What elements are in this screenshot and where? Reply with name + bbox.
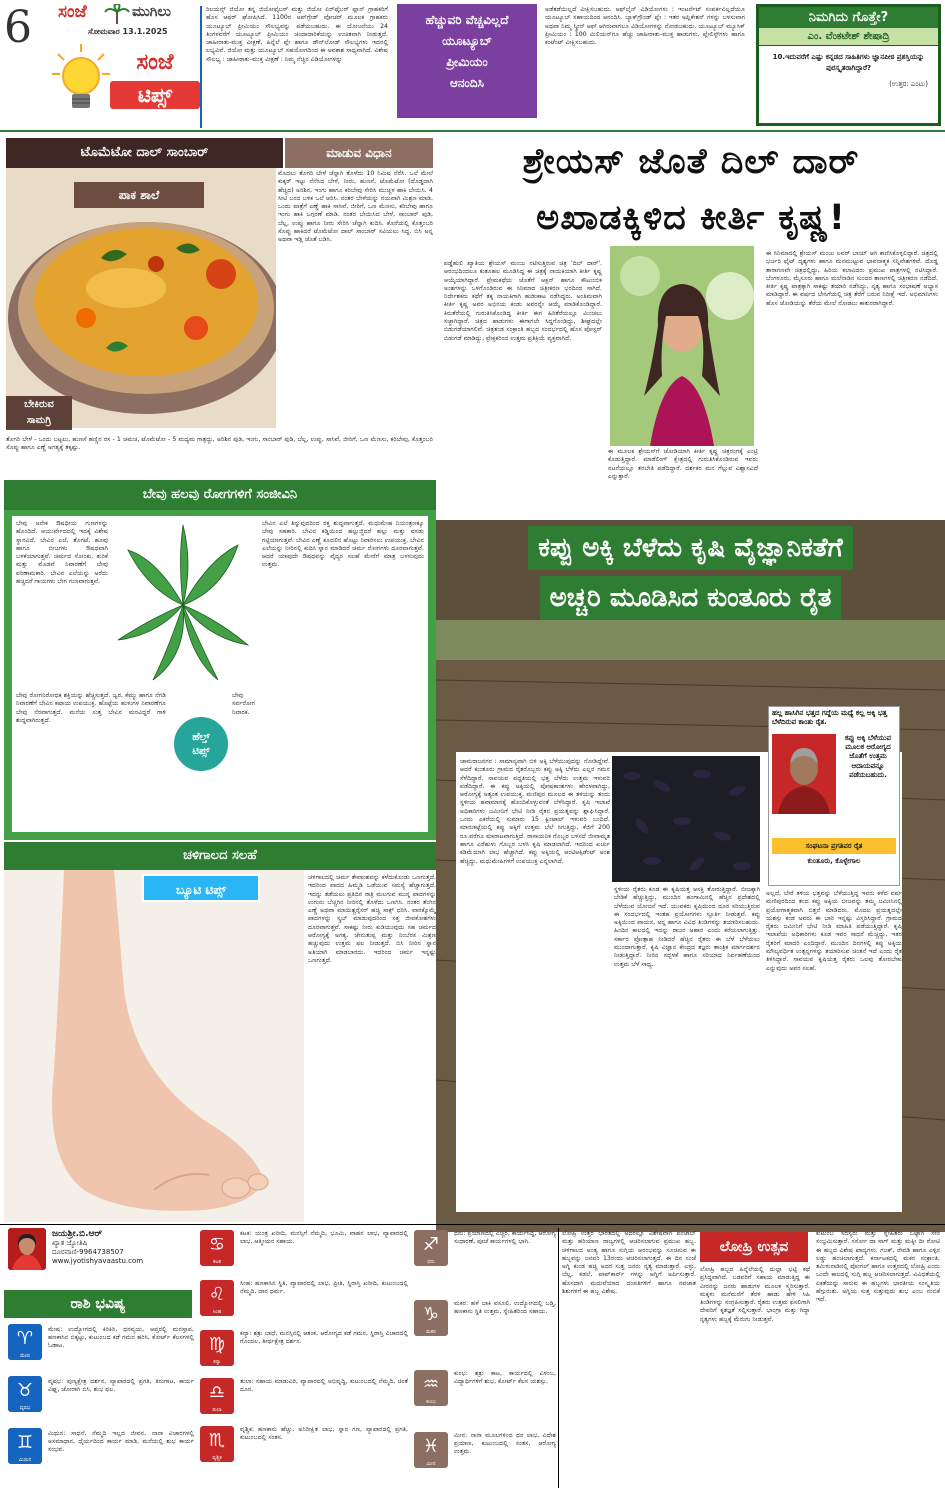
gemini-sign-icon: ♊ ಮಿಥುನ: [8, 1428, 42, 1464]
quiz-box: [756, 4, 941, 126]
promo-line: ಯೂಟ್ಯೂಬ್: [442, 34, 492, 48]
taurus-sign-icon: ♉ ವೃಷಭ: [8, 1376, 42, 1412]
health-badge-line1: ಹೆಲ್ತ್: [192, 732, 210, 743]
quiz-hint: (ಉತ್ತರ: ಎಂಟು): [889, 80, 928, 88]
health-badge-line2: ಟಿಪ್ಸ್: [192, 746, 210, 757]
rice-story-col1: ಚಾಮರಾಜನಗರ : ಸಾಮಾನ್ಯವಾಗಿ ಬಿಳಿ ಅಕ್ಕಿ ಬೆಳೆಯುವುದನ್ನು ನೋಡಿದ್ದೇವೆ. ಆದರೆ ಕುಂತೂರು ಗ್ರಾಮದ ರೈತರೊಬ್ಬರು ಕಪ್ಪು ಅಕ್ಕಿ ಬೆಳೆದು ಎಲ್ಲರ ಗಮನ ಸೆಳೆದಿದ್ದಾರೆ. ಸಾವಯವ ಪದ್ಧತಿಯಲ್ಲಿ ಭತ್ತ ಬೆಳೆದು ಉತ್ತಮ ಇಳುವರಿ ಪಡೆದಿದ್ದಾರೆ. ಈ ಕಪ್ಪು ಅಕ್ಕಿಯಲ್ಲಿ ಪೋಷಕಾಂಶಗಳು ಹೇರಳವಾಗಿದ್ದು, ಆರೋಗ್ಯಕ್ಕೆ ಅತ್ಯಂತ ಉಪಯುಕ್ತ. ಮಣಿಪುರ ಮೂಲದ ಈ ತಳಿಯನ್ನು ತಂದು ಸ್ಥಳೀಯ ಹವಾಮಾನಕ್ಕೆ ಹೊಂದಿಕೊಳ್ಳುವಂತೆ ಬೆಳೆಸಿದ್ದಾರೆ. ಕೃಷಿ ಇಲಾಖೆ ಅಧಿಕಾರಿಗಳು ಜಮೀನಿಗೆ ಭೇಟಿ ನೀಡಿ ರೈತನ ಪ್ರಯತ್ನವನ್ನು ಶ್ಲಾಘಿಸಿದ್ದಾರೆ. ಒಂದು ಎಕರೆಯಲ್ಲಿ ಸುಮಾರು 15 ಕ್ವಿಂಟಾಲ್ ಇಳುವರಿ ಬಂದಿದೆ. ಮಾರುಕಟ್ಟೆಯಲ್ಲಿ ಕಪ್ಪು ಅಕ್ಕಿಗೆ ಉತ್ತಮ ಬೆಲೆ ಸಿಗುತ್ತಿದ್ದು, ಕೆಜಿಗೆ 200 ರೂ.ವರೆಗೂ ಮಾರಾಟವಾಗುತ್ತಿದೆ. ರಾಸಾಯನಿಕ ಗೊಬ್ಬರ ಬಳಸದೆ ಜೀವಾಮೃತ ಹಾಗೂ ಎರೆಹುಳು ಗೊಬ್ಬರ ಬಳಸಿ ಕೃಷಿ ಮಾಡಲಾಗಿದೆ. ಇದರಿಂದ ಖರ್ಚು ಕಡಿಮೆಯಾಗಿ ಲಾಭ ಹೆಚ್ಚಾಗಿದೆ. ಕಪ್ಪು ಅಕ್ಕಿಯಲ್ಲಿ ಆಂಟಿಆಕ್ಸಿಡೆಂಟ್ ಅಂಶ ಹೆಚ್ಚಿದ್ದು, ಮಧುಮೇಹಿಗಳಿಗೆ ಉಪಯುಕ್ತ ಎನ್ನಲಾಗಿದೆ.: [460, 758, 610, 865]
farmer-quote: ಹಲ್ಲ ಹಾಸಿಗಿನ ಭತ್ತದ ಗದ್ದೆಯ ಮಧ್ಯೆ ಕಲ್ಲ ಅಕ್ಕಿ ಭತ್ತ ಬೆಳೆದಿರುವ ಕಾಂತು ರೈತ.: [772, 709, 887, 726]
rice-story-col2: ಸ್ಥಳೀಯ ರೈತರು ಕೂಡ ಈ ಕೃಷಿಯತ್ತ ಆಸಕ್ತಿ ತೋರುತ್ತಿದ್ದಾರೆ. ಬೀಜಕ್ಕಾಗಿ ಬೇಡಿಕೆ ಹೆಚ್ಚುತ್ತಿದ್ದು, ಮುಂದಿನ ಹಂಗಾಮಿನಲ್ಲಿ ಹೆಚ್ಚಿನ ಪ್ರದೇಶದಲ್ಲಿ ಬೆಳೆಯುವ ಯೋಜನೆ ಇದೆ. ಯುವಕರು ಕೃಷಿಯಿಂದ ದೂರ ಸರಿಯುತ್ತಿರುವ ಈ ಸಂದರ್ಭದಲ್ಲಿ ಇಂತಹ ಪ್ರಯೋಗಗಳು ಸ್ಫೂರ್ತಿ ನೀಡುತ್ತವೆ. ಕಪ್ಪು ಅಕ್ಕಿಯಿಂದ ಪಾಯಸ, ಅನ್ನ ಹಾಗೂ ವಿವಿಧ ತಿಂಡಿಗಳನ್ನು ತಯಾರಿಸಬಹುದು. ಹಿಂದಿನ ಕಾಲದಲ್ಲಿ ಇದನ್ನು ರಾಜರ ಆಹಾರ ಎಂದು ಕರೆಯಲಾಗುತ್ತಿತ್ತು. ಸರ್ಕಾರ ಪ್ರೋತ್ಸಾಹ ನೀಡಿದರೆ ಹೆಚ್ಚಿನ ರೈತರು ಈ ಬೆಳೆ ಬೆಳೆಯಲು ಮುಂದಾಗುತ್ತಾರೆ. ಕೃಷಿ ವಿಜ್ಞಾನ ಕೇಂದ್ರದ ತಜ್ಞರು ತಾಂತ್ರಿಕ ಮಾರ್ಗದರ್ಶನ ನೀಡುತ್ತಿದ್ದಾರೆ. ನೀರಿನ ಸದ್ಬಳಕೆ ಹಾಗೂ ಸರಿಯಾದ ನಿರ್ವಹಣೆಯಿಂದ ಉತ್ತಮ ಬೆಳೆ ಸಾಧ್ಯ.: [614, 886, 760, 968]
rice-headline-line1: ಕಪ್ಪು ಅಕ್ಕಿ ಬೆಳೆದು ಕೃಷಿ ವೈಜ್ಞಾನಿಕತೆಗೆ: [528, 526, 852, 570]
actress-photo: [610, 246, 754, 446]
palm-tree-icon: [104, 4, 130, 24]
recipe-title: ಟೊಮೆಟೋ ದಾಲ್ ಸಾಂಬಾರ್: [80, 145, 209, 160]
sagittarius-sign-icon: ♐ ಧನು: [414, 1230, 448, 1266]
neem-title: ಬೇವು ಹಲವು ರೋಗಗಳಿಗೆ ಸಂಜೀವಿನಿ: [142, 487, 298, 502]
winter-title-bar: [4, 842, 436, 870]
promo-line: ಹೆಚ್ಚುವರಿ ವೆಚ್ಚವಿಲ್ಲದೆ: [425, 13, 509, 27]
promo-line: ಆನಂದಿಸಿ: [449, 76, 485, 90]
lohri-text-col2: ಲೋಹ್ರಿ ಹಬ್ಬದ ಹಿನ್ನೆಲೆಯಲ್ಲಿ ದುಲ್ಲಾ ಭಟ್ಟಿ ಕಥೆ ಪ್ರಸಿದ್ಧವಾಗಿದೆ. ಬಡವರಿಗೆ ಸಹಾಯ ಮಾಡುತ್ತಿದ್ದ ಈ ವೀರನನ್ನು ಜನರು ಹಾಡುಗಳ ಮೂಲಕ ಸ್ಮರಿಸುತ್ತಾರೆ. ಮಕ್ಕಳು ಮನೆಮನೆಗೆ ತೆರಳಿ ಹಾಡು ಹೇಳಿ ಸಿಹಿ ತಿಂಡಿಗಳನ್ನು ಸಂಗ್ರಹಿಸುತ್ತಾರೆ. ರೈತರು ಉತ್ತಮ ಫಸಲಿಗಾಗಿ ದೇವರಿಗೆ ಕೃತಜ್ಞತೆ ಸಲ್ಲಿಸುತ್ತಾರೆ. ಭಾಂಗ್ರಾ ಮತ್ತು ಗಿದ್ದಾ ನೃತ್ಯಗಳು ಹಬ್ಬಕ್ಕೆ ಮೆರುಗು ನೀಡುತ್ತವೆ.: [700, 1266, 810, 1323]
astrologer-title: ಖ್ಯಾತ ಜ್ಯೋತಿಷಿ: [52, 1239, 88, 1247]
farmer-quote-side: ಕಪ್ಪು ಅಕ್ಕಿ ಬೆಳೆಯುವ ಮೂಲಕ ಆರೋಗ್ಯದ ಜೊತೆಗೆ ಉತ್ತಮ ಆದಾಯವನ್ನೂ ಪಡೆಯಬಹುದು.: [845, 734, 891, 779]
cancer-text: ಕಟಕ: ಯಂತ್ರ ಖರೀದಿ, ಮನಸ್ಸಿಗೆ ನೆಮ್ಮದಿ, ಭೂಮಿ, ವಾಹನ ಲಾಭ, ವ್ಯಾಪಾರದಲ್ಲಿ ಲಾಭ, ಆತ್ಮೀಯರ ಸಹಾಯ.: [240, 1230, 408, 1245]
pisces-text: ಮೀನ: ನಾನಾ ಮೂಲಗಳಿಂದ ಧನ ಲಾಭ, ವಿದೇಶ ಪ್ರಯಾಣ, ಕುಟುಂಬದಲ್ಲಿ ಸಂತಸ, ಆರೋಗ್ಯ ಉತ್ತಮ.: [454, 1432, 556, 1455]
scorpio-text: ವೃಶ್ಚಿಕ: ಹಣಕಾಸು ಹೆಚ್ಚು, ಅನಿರೀಕ್ಷಿತ ಲಾಭ, ಸ್ನಾನ ಗಣ, ವ್ಯಾಪಾರದಲ್ಲಿ ಪ್ರಗತಿ, ಕುಟುಂಬದಲ್ಲಿ ಸಂತಸ.: [240, 1426, 408, 1441]
virgo-sign-icon: ♍ ಕನ್ಯಾ: [200, 1330, 234, 1366]
youtube-promo-box: [397, 4, 537, 118]
aquarius-sign-icon: ♒ ಕುಂಭ: [414, 1370, 448, 1406]
lohri-text-col3: ಕುಟುಂಬ ಸದಸ್ಯರು ಮತ್ತು ಸ್ನೇಹಿತರು ಒಟ್ಟಾಗಿ ಸೇರಿ ಸಂಭ್ರಮಿಸುತ್ತಾರೆ. ಸರ್ಸೋ ದಾ ಸಾಗ್ ಮತ್ತು ಮಕ್ಕೀ ದೀ ರೋಟಿ ಈ ಹಬ್ಬದ ವಿಶೇಷ ಖಾದ್ಯಗಳು. ಗಜಕ್, ರೇವಡಿ ಹಾಗೂ ಎಳ್ಳಿನ ಲಡ್ಡು ಹಂಚಲಾಗುತ್ತದೆ. ಕರ್ನಾಟಕದಲ್ಲಿ ಮಕರ ಸಂಕ್ರಾಂತಿ, ತಮಿಳುನಾಡಿನಲ್ಲಿ ಪೊಂಗಲ್ ಹಾಗೂ ಉತ್ತರದಲ್ಲಿ ಲೋಹ್ರಿ ಎಂದು ಒಂದೇ ಕಾಲದಲ್ಲಿ ಸುಗ್ಗಿ ಹಬ್ಬ ಆಚರಿಸಲಾಗುತ್ತದೆ. ವಿವಿಧತೆಯಲ್ಲಿ ಏಕತೆಯನ್ನು ಸಾರುವ ಈ ಹಬ್ಬಗಳು ಭಾರತೀಯ ಸಂಸ್ಕೃತಿಯ ಹೆಗ್ಗುರುತು. ಅಗ್ನಿಯ ಸುತ್ತ ಸುತ್ತುವುದು ಶುಭ ಎಂಬ ನಂಬಿಕೆ ಇದೆ.: [816, 1230, 940, 1304]
section-divider: [0, 1224, 945, 1225]
page-number: 6: [4, 2, 32, 53]
column-divider: [558, 1228, 559, 1488]
libra-text: ತುಲಾ: ಸಹಾಯ ಮಾಡುವಿರಿ, ವ್ಯಾಪಾರದಲ್ಲಿ ಅಭಿವೃದ್ಧಿ, ಕುಟುಂಬದಲ್ಲಿ ನೆಮ್ಮದಿ, ಚಿಂತೆ ದೂರ.: [240, 1378, 408, 1393]
edition-date: ಸೋಮವಾರ 13.1.2025: [88, 27, 168, 36]
quiz-heading: ನಿಮಗಿದು ಗೊತ್ತೇ?: [759, 7, 938, 28]
astrologer-info: [52, 1230, 192, 1274]
ingredients-label-line1: ಬೇಕಿರುವ: [24, 399, 54, 410]
actress-headline-line1: ಶ್ರೇಯಸ್ ಜೊತೆ ದಿಲ್ ದಾರ್: [522, 142, 860, 182]
rice-story-col3: ಅಲ್ಲದೆ, ಬೇರೆ ತಳಿಯ ಭತ್ತವನ್ನು ಬೆಳೆಯುತ್ತಿದ್ದ ಇವರು ಕಳೆದ ವರ್ಷ ಮಣಿಪುರದಿಂದ ತಂದ ಕಪ್ಪು ಅಕ್ಕಿಯ ಬೀಜವನ್ನು ತಮ್ಮ ಜಮೀನಿನಲ್ಲಿ ಪ್ರಯೋಗಾತ್ಮಕವಾಗಿ ಬಿತ್ತನೆ ಮಾಡಿದರು. ಮೊದಲ ಪ್ರಯತ್ನದಲ್ಲೇ ಯಶಸ್ಸು ಕಂಡ ಅವರು ಈ ಬಾರಿ ಇನ್ನಷ್ಟು ವಿಸ್ತರಿಸಿದ್ದಾರೆ. ಗ್ರಾಮದ ರೈತರು ಜಮೀನಿಗೆ ಭೇಟಿ ನೀಡಿ ಮಾಹಿತಿ ಪಡೆಯುತ್ತಿದ್ದಾರೆ. ಕೃಷಿ ಇಲಾಖೆಯ ಅಧಿಕಾರಿಗಳು ಕೂಡ ಇವರ ಸಾಧನೆ ಮೆಚ್ಚಿದ್ದು, ಇತರ ರೈತರಿಗೆ ಮಾದರಿ ಎಂದಿದ್ದಾರೆ. ಮುಂದಿನ ದಿನಗಳಲ್ಲಿ ಕಪ್ಪು ಅಕ್ಕಿಯ ಮೌಲ್ಯವರ್ಧಿತ ಉತ್ಪನ್ನಗಳನ್ನು ತಯಾರಿಸುವ ಚಿಂತನೆ ಇದೆ ಎಂದು ರೈತ ತಿಳಿಸಿದ್ದಾರೆ. ಸಾವಯವ ಕೃಷಿಯತ್ತ ರೈತರು ಒಲವು ತೋರಬೇಕು ಎನ್ನುವುದು ಅವರ ಸಲಹೆ.: [766, 890, 902, 972]
youtube-offer-text: ರಿಲಯನ್ಸ್ ಜಿಯೋ ತನ್ನ ಜಿಯೋಫೈಬರ್ ಮತ್ತು ಜಿಯೋ ಏರ್‌ಫೈಬರ್ ಪ್ಲಾನ್ ಗ್ರಾಹಕರಿಗೆ ಹೊಸ ಆಫರ್ ಘೋಷಿಸಿದೆ. 1100ರ ಅಪ್‌ಗ್ರೇಡ್ ವೋಚರ್ ಮೂಲಕ ಗ್ರಾಹಕರು ಯೂಟ್ಯೂಬ್ ಪ್ರೀಮಿಯಂ ಸೌಲಭ್ಯವನ್ನು ಪಡೆಯಬಹುದು. ಈ ಯೋಜನೆಯು 24 ತಿಂಗಳವರೆಗೆ ಯೂಟ್ಯೂಬ್ ಪ್ರೀಮಿಯಂ ಚಂದಾದಾರಿಕೆಯನ್ನು ಉಚಿತವಾಗಿ ನೀಡುತ್ತದೆ. ಜಾಹೀರಾತು-ಮುಕ್ತ ವೀಕ್ಷಣೆ, ಹಿನ್ನೆಲೆ ಪ್ಲೇ ಹಾಗೂ ಡೌನ್‌ಲೋಡ್ ಸೌಲಭ್ಯಗಳು ಇದರಲ್ಲಿ ಲಭ್ಯವಿವೆ. ಜಿಯೋ ಮತ್ತು ಯೂಟ್ಯೂಬ್ ಸಹಯೋಗದಿಂದ ಈ ಅವಕಾಶ ಸಾಧ್ಯವಾಗಿದೆ. ವಿಶೇಷ ಸೌಲಭ್ಯ : ಜಾಹೀರಾತು-ಮುಕ್ತ ವೀಕ್ಷಣೆ : ನಿಮ್ಮ ನೆಚ್ಚಿನ ವಿಡಿಯೋಗಳನ್ನು: [200, 6, 388, 128]
actress-headline-line2: ಅಖಾಡಕ್ಕಿಳಿದ ಕೀರ್ತಿ ಕೃಷ್ಣ!: [536, 198, 846, 238]
actress-photo-caption: ಈ ಮೂಲಕ ಶ್ರೇಯಸ್‌ಗೆ ಜೋಡಿಯಾಗಿ ಕೀರ್ತಿ ಕೃಷ್ಣ ಚಿತ್ರರಂಗಕ್ಕೆ ಎಂಟ್ರಿ ಕೊಡುತ್ತಿದ್ದಾರೆ. ಮಾಡೆಲಿಂಗ್ ಕ್ಷೇತ್ರದಲ್ಲಿ ಗುರುತಿಸಿಕೊಂಡಿರುವ ಇವರು ನಟನೆಯಲ್ಲೂ ತರಬೇತಿ ಪಡೆದಿದ್ದಾರೆ. ದರ್ಶಕರ ಮನ ಗೆಲ್ಲುವ ವಿಶ್ವಾಸವಿದೆ ಎನ್ನುತ್ತಾರೆ.: [608, 448, 758, 480]
scorpio-sign-icon: ♏ ವೃಶ್ಚಿಕ: [200, 1426, 234, 1462]
aquarius-text: ಕುಂಭ: ಶತ್ರು ಕಾಟ, ಕಾರ್ಯದಲ್ಲಿ ವಿಳಂಬ, ವಿದ್ಯಾರ್ಥಿಗಳಿಗೆ ಶುಭ, ಕೋರ್ಟ್ ಕೆಲಸ ಯಶಸ್ಸು.: [454, 1370, 556, 1385]
horoscope-title-bar: [4, 1290, 192, 1318]
virgo-text: ಕನ್ಯಾ: ಶತ್ರು ಬಾಧೆ, ಮನಸ್ಸಿನಲ್ಲಿ ಆತಂಕ, ಆರೋಗ್ಯದ ಕಡೆ ಗಮನ, ಸ್ಥಿರಾಸ್ತಿ ವಿಚಾರದಲ್ಲಿ ಗೊಂದಲ, ತೀರ್ಥಕ್ಷೇತ್ರ ದರ್ಶನ.: [240, 1330, 408, 1345]
rice-story-headline: [436, 520, 945, 620]
pisces-sign-icon: ♓ ಮೀನ: [414, 1432, 448, 1468]
astrologer-photo: [8, 1228, 46, 1270]
method-title: ಮಾಡುವ ವಿಧಾನ: [326, 146, 392, 160]
neem-text-mid: ಬೇವು ಸರ್ವರೋಗ ನಿವಾರಕ.: [232, 692, 256, 716]
astrologer-phone: ದೂರವಾಣಿ-9964738507: [52, 1248, 124, 1256]
leo-sign-icon: ♌ ಸಿಂಹ: [200, 1280, 234, 1316]
lohri-title-bar: [700, 1232, 808, 1262]
section-title-line2: ಟಿಪ್ಸ್: [110, 81, 200, 109]
recipe-method-text: ಮೊದಲು ತೊಗರಿ ಬೇಳೆ ಚೆನ್ನಾಗಿ ತೊಳೆದು 10 ನಿಮಿಷ ನೆನೆಸಿ. ಒಲೆ ಮೇಲೆ ಕುಕ್ಕರ್ ಇಟ್ಟು ನೆನೆಸಿದ ಬೇಳೆ, ನೀರು, ಹುಣಸೆ, ಟೊಮೆಟೋ (ದೊಡ್ಡದಾಗಿ ಹೆಚ್ಚಿದ) ಅರಿಶಿನ, ಇಂಗು ಹಾಗೂ ಕರಿಬೇವು ಸೇರಿಸಿ ಮುಚ್ಚಳ ಹಾಕಿ ಬೇಯಿಸಿ. 4 ಸೀಟಿ ಬಂದ ಬಳಿಕ ಒಲೆ ಆರಿಸಿ. ನಂತರ ಬೇಳೆಯನ್ನು ನಯವಾಗಿ ಮಿಶ್ರಣ ಮಾಡಿ. ಒಂದು ಪಾತ್ರೆಗೆ ಎಣ್ಣೆ ಹಾಕಿ ಸಾಸಿವೆ, ಜೀರಿಗೆ, ಒಣ ಮೆಣಸು, ಕರಿಬೇವು ಹಾಗೂ ಇಂಗು ಹಾಕಿ ಒಗ್ಗರಣೆ ಮಾಡಿ. ನಂತರ ಬೇಯಿಸಿದ ಬೇಳೆ, ಸಾಂಬಾರ್ ಪುಡಿ, ಬೆಲ್ಲ, ಉಪ್ಪು ಹಾಗೂ ನೀರು ಸೇರಿಸಿ ಚೆನ್ನಾಗಿ ಕುದಿಸಿ. ಕೊನೆಯಲ್ಲಿ ಕೊತ್ತಂಬರಿ ಸೊಪ್ಪು ಹಾಕಿದರೆ ಟೊಮೆಟೋ ದಾಲ್ ಸಾಂಬಾರ್ ಸವಿಯಲು ಸಿದ್ಧ. ಬಿಸಿ ಅನ್ನ ಅಥವಾ ಇಡ್ಲಿ ಜೊತೆ ಬಡಿಸಿ.: [278, 170, 433, 244]
sagittarius-text: ಧನು: ಪ್ರಯಾಣದಲ್ಲಿ ಎಚ್ಚರ, ಕಾರ್ಯಸಿದ್ಧಿ, ಆರೋಗ್ಯ ಸುಧಾರಣೆ, ಪೂಜೆ ಕಾರ್ಯಗಳಲ್ಲಿ ಭಾಗಿ.: [454, 1230, 556, 1245]
actress-story-headline: [442, 134, 940, 260]
section-title-line1: ಸಂಜೆ: [136, 50, 174, 75]
actress-story-col1: ಪಡ್ಡೆಹುಲಿ ಖ್ಯಾತಿಯ ಶ್ರೇಯಸ್ ಮಂಜು ನಟಿಸುತ್ತಿರುವ ಚಿತ್ರ 'ದಿಲ್ ದಾರ್'. ಆರಂಭದಿಂದಲೂ ಕುತೂಹಲ ಮೂಡಿಸಿದ್ದ ಈ ಚಿತ್ರಕ್ಕೆ ನಾಯಕಿಯಾಗಿ ಕೀರ್ತಿ ಕೃಷ್ಣ ಆಯ್ಕೆಯಾಗಿದ್ದಾರೆ. ಪ್ರೇಮಕಥೆಯ ಜೊತೆಗೆ ಆಕ್ಷನ್ ಹಾಗೂ ಕೌಟುಂಬಿಕ ಅಂಶಗಳನ್ನು ಒಳಗೊಂಡಿರುವ ಈ ಸಿನಿಮಾದ ಚಿತ್ರೀಕರಣ ಭರದಿಂದ ಸಾಗಿದೆ. ನಿರ್ದೇಶಕರು ಕಥೆಗೆ ತಕ್ಕ ನಾಯಕಿಗಾಗಿ ಹುಡುಕಾಟ ನಡೆಸಿದ್ದರು. ಅಂತಿಮವಾಗಿ ಕೀರ್ತಿ ಕೃಷ್ಣ ಅವರ ಅಭಿನಯ ಕಂಡು ಅವರನ್ನೇ ಆಯ್ಕೆ ಮಾಡಿಕೊಂಡಿದ್ದಾರೆ. ಕಿರುತೆರೆಯಲ್ಲಿ ಗುರುತಿಸಿಕೊಂಡಿದ್ದ ಕೀರ್ತಿ ಈಗ ಹಿರಿತೆರೆಯಲ್ಲೂ ಮಿಂಚಲು ಸಜ್ಜಾಗಿದ್ದಾರೆ. ಚಿತ್ರದ ಹಾಡುಗಳು ಈಗಾಗಲೇ ಸಿದ್ಧಗೊಂಡಿದ್ದು, ಶೀಘ್ರದಲ್ಲೇ ಬಿಡುಗಡೆಯಾಗಲಿವೆ. ಚಿತ್ರತಂಡ ಸಂಕ್ರಾಂತಿ ಹಬ್ಬದ ಸಂದರ್ಭದಲ್ಲಿ ಹೊಸ ಪೋಸ್ಟರ್ ಬಿಡುಗಡೆ ಮಾಡಿದ್ದು, ಪ್ರೇಕ್ಷಕರಿಂದ ಉತ್ತಮ ಪ್ರತಿಕ್ರಿಯೆ ವ್ಯಕ್ತವಾಗಿದೆ.: [444, 260, 602, 342]
aries-text: ಮೇಷ: ಉದ್ಯೋಗದಲ್ಲಿ ಕಿರಿಕಿರಿ, ಧನವ್ಯಯ, ಆಪ್ತರಲ್ಲಿ ಮನಸ್ತಾಪ, ಹಣಕಾಸಿನ ಬಿಕ್ಕಟ್ಟು, ಕುಟುಂಬದ ಕಡೆ ಗಮನ ಹರಿಸಿ, ಕೋರ್ಟ್ ಕೆಲಸಗಳಲ್ಲಿ ಓಡಾಟ.: [48, 1326, 194, 1349]
farmer-place: ಕುಂತೂರು, ಕೊಳ್ಳೇಗಾಲ: [807, 857, 861, 865]
quiz-previous-answer: ಎಂ. ವೆಂಕಟೇಶ್ ಶೇಷಾದ್ರಿ: [759, 28, 938, 46]
taurus-text: ವೃಷಭ: ಪುಣ್ಯಕ್ಷೇತ್ರ ದರ್ಶನ, ವ್ಯಾಪಾರದಲ್ಲಿ ಪ್ರಗತಿ, ತಿರುಗಾಟ, ಕಾರ್ಯ ವಿಘ್ನ, ಜೋರಾಗಿ ಬಿಸಿ, ಶುಭ ಫಲ.: [48, 1378, 194, 1393]
horoscope-title: ರಾಶಿ ಭವಿಷ್ಯ: [70, 1296, 126, 1312]
neem-text-right: ಬೇವಿನ ಎಲೆ ತಿನ್ನುವುದರಿಂದ ರಕ್ತ ಶುದ್ಧವಾಗುತ್ತದೆ. ಮಧುಮೇಹ ನಿಯಂತ್ರಣಕ್ಕೂ ಬೇವು ಸಹಕಾರಿ. ಬೇವಿನ ಕಡ್ಡಿಯಿಂದ ಹಲ್ಲುಜ್ಜಿದರೆ ಹಲ್ಲು ಮತ್ತು ವಸಡು ಗಟ್ಟಿಯಾಗುತ್ತವೆ. ಬೇವಿನ ಎಣ್ಣೆ ಕೂದಲಿನ ಹೊಟ್ಟು ನಿವಾರಿಸಲು ಉಪಯುಕ್ತ. ಬೇವಿನ ಎಲೆಯನ್ನು ನೀರಿನಲ್ಲಿ ಕುದಿಸಿ ಸ್ನಾನ ಮಾಡಿದರೆ ಚರ್ಮ ರೋಗಗಳು ದೂರವಾಗುತ್ತವೆ. ಆದರೆ ಯಾವುದೇ ಔಷಧವನ್ನು ವೈದ್ಯರ ಸಲಹೆ ಮೇರೆಗೆ ಮಾತ್ರ ಬಳಸುವುದು ಉತ್ತಮ.: [262, 520, 424, 569]
lohri-title: ಲೋಹ್ರಿ ಉತ್ಸವ: [719, 1239, 789, 1255]
neem-text-left: ಬೇವು ಅನೇಕ ಔಷಧೀಯ ಗುಣಗಳನ್ನು ಹೊಂದಿದೆ. ಆಯುರ್ವೇದದಲ್ಲಿ ಇದಕ್ಕೆ ವಿಶೇಷ ಸ್ಥಾನವಿದೆ. ಬೇವಿನ ಎಲೆ, ತೊಗಟೆ, ಹೂವು ಹಾಗೂ ಬೀಜಗಳು ಔಷಧವಾಗಿ ಬಳಕೆಯಾಗುತ್ತವೆ. ಚರ್ಮದ ಸೋಂಕು, ತುರಿಕೆ ಮತ್ತು ಮೊಡವೆ ನಿವಾರಣೆಗೆ ಬೇವು ಪರಿಣಾಮಕಾರಿ. ಬೇವಿನ ಎಲೆಯನ್ನು ಅರೆದು ಹಚ್ಚಿದರೆ ಗಾಯಗಳು ಬೇಗ ಗುಣವಾಗುತ್ತವೆ.: [16, 520, 108, 586]
capricorn-text: ಮಕರ: ಹಳೆ ಬಾಕಿ ವಸೂಲಿ, ಉದ್ಯೋಗದಲ್ಲಿ ಬಡ್ತಿ, ಹಣಕಾಸು ಸ್ಥಿತಿ ಉತ್ತಮ, ಸ್ನೇಹಿತರಿಂದ ಸಹಾಯ.: [454, 1300, 556, 1315]
method-title-bar: [285, 138, 433, 168]
lightbulb-icon: [52, 44, 110, 114]
neem-text-bottom: ಬೇವು ರೋಗನಿರೋಧಕ ಶಕ್ತಿಯನ್ನು ಹೆಚ್ಚಿಸುತ್ತದೆ. ಜ್ವರ, ಕೆಮ್ಮು ಹಾಗೂ ನೆಗಡಿ ನಿವಾರಣೆಗೆ ಬೇವಿನ ಕಷಾಯ ಉಪಯುಕ್ತ. ಹೊಟ್ಟೆಯ ಹುಳುಗಳ ನಿವಾರಣೆಗೂ ಬೇವು ನೆರವಾಗುತ್ತದೆ. ಮನೆಯ ಸುತ್ತ ಬೇವಿನ ಮರವಿದ್ದರೆ ಗಾಳಿ ಶುದ್ಧವಾಗಿರುತ್ತದೆ.: [16, 692, 166, 724]
section-title-block: [110, 50, 200, 120]
brand-logo: [44, 2, 194, 28]
libra-sign-icon: ♎ ತುಲಾ: [200, 1378, 234, 1414]
neem-title-bar: [4, 480, 436, 510]
recipe-title-bar: [6, 138, 283, 168]
winter-title: ಚಳಿಗಾಲದ ಸಲಹೆ: [183, 848, 257, 863]
astrologer-website: www.jyotishyavaastu.com: [52, 1257, 144, 1265]
capricorn-sign-icon: ♑ ಮಕರ: [414, 1300, 448, 1336]
farmer-photo: [772, 734, 836, 814]
promo-line: ಪ್ರೀಮಿಯಂ: [446, 55, 488, 69]
health-tips-badge: [172, 715, 230, 773]
astrologer-name: ಜಯಶ್ರೀ.ಬಿ.ಆರ್: [52, 1229, 103, 1239]
brand-name-2: ಮುಗಿಲು: [132, 4, 171, 20]
kitchen-label: ಪಾಕ ಶಾಲೆ: [118, 188, 160, 202]
masthead: [0, 0, 945, 132]
quiz-question: 10.ಇದುವರೆಗೆ ಎಷ್ಟು ಕನ್ನಡದ ಸಾಹಿತಿಗಳು ಜ್ಞಾನಪೀಠ ಪ್ರಶಸ್ತಿಯನ್ನು ಪುರಸ್ಕೃತರಾಗಿದ್ದಾರೆ?: [772, 53, 925, 72]
gemini-text: ಮಿಥುನ: ಸಾಧನೆ, ನೆಮ್ಮದಿ ಇಲ್ಲದ ಜೀವನ, ನಾನಾ ವಿಚಾರಗಳಲ್ಲಿ ಅಸಮಾಧಾನ, ಧೈರ್ಯದಿಂದ ಕಾರ್ಯ ಮಾಡಿ, ಮನೆಯಲ್ಲಿ ಶುಭ ಕಾರ್ಯ ಸಂಭವ.: [48, 1430, 194, 1453]
black-rice-image: [612, 756, 760, 882]
actress-story-col3: ಈ ಸಿನಿಮಾದಲ್ಲಿ ಶ್ರೇಯಸ್ ಮಂಜು ಲವರ್ ಬಾಯ್ ಆಗಿ ಕಾಣಿಸಿಕೊಳ್ಳಲಿದ್ದಾರೆ. ಚಿತ್ರದಲ್ಲಿ ಭರ್ಜರಿ ಫೈಟ್ ದೃಶ್ಯಗಳು ಹಾಗೂ ಮನಮುಟ್ಟುವ ಭಾವನಾತ್ಮಕ ಸನ್ನಿವೇಶಗಳಿವೆ. ದೊಡ್ಡ ತಾರಾಗಣವೇ ಚಿತ್ರದಲ್ಲಿದ್ದು, ಹಿರಿಯ ಕಲಾವಿದರು ಪ್ರಮುಖ ಪಾತ್ರಗಳಲ್ಲಿ ನಟಿಸಿದ್ದಾರೆ. ಬೆಂಗಳೂರು, ಮೈಸೂರು ಹಾಗೂ ಮಲೆನಾಡಿನ ಸುಂದರ ತಾಣಗಳಲ್ಲಿ ಚಿತ್ರೀಕರಣ ನಡೆದಿದೆ. ಕೀರ್ತಿ ಕೃಷ್ಣ ಪಾತ್ರಕ್ಕಾಗಿ ಸಾಕಷ್ಟು ತಯಾರಿ ನಡೆಸಿದ್ದು, ನೃತ್ಯ ಹಾಗೂ ಸಂಭಾಷಣೆ ಅಭ್ಯಾಸ ಮಾಡಿದ್ದಾರೆ. ಈ ವರ್ಷದ ಬೇಸಿಗೆಯಲ್ಲಿ ಚಿತ್ರ ತೆರೆಗೆ ಬರುವ ನಿರೀಕ್ಷೆ ಇದೆ. ಅಭಿಮಾನಿಗಳು ಹೊಸ ಜೋಡಿಯನ್ನು ತೆರೆಯ ಮೇಲೆ ನೋಡಲು ಕಾತುರರಾಗಿದ್ದಾರೆ.: [766, 250, 938, 307]
kitchen-label-bar: [74, 182, 204, 208]
brand-name-1: ಸಂಜೆ: [58, 2, 87, 22]
beauty-tips-tag: ಬ್ಯೂಟಿ ಟಿಪ್ಸ್: [142, 874, 260, 902]
youtube-features-text: ಅಡೆತಡೆಯಿಲ್ಲದೆ ವೀಕ್ಷಿಸಬಹುದು. ಆಫ್‌ಲೈನ್ ವಿಡಿಯೋಗಳು : ಇಂಟರ್ನೆಟ್ ಸಂಪರ್ಕವಿಲ್ಲದೆಯೂ ಯೂಟ್ಯೂಬ್ ಸಹಾಯದಿಂದ ಆನಂದಿಸಿ. ಬ್ಯಾಕ್‌ಗ್ರೌಂಡ್ ಪ್ಲೇ : ಇತರ ಅಪ್ಲಿಕೇಶನ್ ಗಳನ್ನು ಬಳಸುವಾಗ ಅಥವಾ ನಿಮ್ಮ ಸ್ಕ್ರೀನ್ ಆಫ್ ಆಗಿರುವಾಗಲೂ ವಿಡಿಯೋಗಳನ್ನು ನೋಡಬಹುದು. ಯೂಟ್ಯೂಬ್ ಮ್ಯೂಸಿಕ್ ಪ್ರೀಮಿಯಂ : 100 ಮಿಲಿಯನ್‌ಗೂ ಹೆಚ್ಚು ಜಾಹೀರಾತು-ಮುಕ್ತ ಹಾಡುಗಳು, ಪ್ಲೇಲಿಸ್ಟ್‌ಗಳು ಹಾಗೂ ಕಂಟೆಂಟ್ ವೀಕ್ಷಿಸಬಹುದು.: [545, 6, 745, 47]
winter-text: ಚಳಿಗಾಲದಲ್ಲಿ ಚರ್ಮ ತೇವಾಂಶವನ್ನು ಕಳೆದುಕೊಂಡು ಒಣಗುತ್ತದೆ. ಇದರಿಂದ ಪಾದದ ಹಿಮ್ಮಡಿ ಒಡೆಯುವ ಸಮಸ್ಯೆ ಹೆಚ್ಚಾಗುತ್ತದೆ. ಇದನ್ನು ತಡೆಯಲು ಪ್ರತಿದಿನ ರಾತ್ರಿ ಮಲಗುವ ಮುನ್ನ ಪಾದಗಳನ್ನು ಉಗುರು ಬೆಚ್ಚಗಿನ ನೀರಿನಲ್ಲಿ ತೊಳೆದು ಒಣಗಿಸಿ. ನಂತರ ತೆಂಗಿನ ಎಣ್ಣೆ ಅಥವಾ ಮಾಯಿಶ್ಚರೈಸರ್ ಹಚ್ಚಿ ಸಾಕ್ಸ್ ಧರಿಸಿ. ವಾರಕ್ಕೊಮ್ಮೆ ಪಾದಗಳನ್ನು ಸ್ಕ್ರಬ್ ಮಾಡುವುದರಿಂದ ಸತ್ತ ಜೀವಕೋಶಗಳು ದೂರವಾಗುತ್ತವೆ. ಸಾಕಷ್ಟು ನೀರು ಕುಡಿಯುವುದು ಸಹ ಚರ್ಮದ ಆರೋಗ್ಯಕ್ಕೆ ಅಗತ್ಯ. ಜೇನುತುಪ್ಪ ಮತ್ತು ನಿಂಬೆರಸ ಮಿಶ್ರಣ ಹಚ್ಚುವುದು ಉತ್ತಮ ಫಲ ನೀಡುತ್ತದೆ. ಬಿಸಿ ನೀರಿನ ಸ್ನಾನ ಅತಿಯಾಗಿ ಮಾಡಬಾರದು. ಇದರಿಂದ ಚರ್ಮ ಇನ್ನಷ್ಟು ಒಣಗುತ್ತದೆ.: [308, 874, 436, 964]
ingredients-label: [6, 396, 72, 430]
farmer-name: ಸಂಘಟನಾ ಪ್ರಗತಿಪರ ರೈತ: [772, 838, 896, 854]
cancer-sign-icon: ♋ ಕಟಕ: [200, 1230, 234, 1266]
ingredients-label-line2: ಸಾಮಗ್ರಿ: [26, 415, 52, 426]
recipe-ingredients-text: ತೊಗರಿ ಬೇಳೆ - ಒಂದು ಬಟ್ಟಲು, ಹುಣಸೆ ಹಣ್ಣಿನ ರಸ - 1 ಚಮಚ, ಟೊಮೆಟೋ - 5 ಮಧ್ಯಮ ಗಾತ್ರದ್ದು, ಅರಿಶಿನ ಪುಡಿ, ಇಂಗು, ಸಾಂಬಾರ್ ಪುಡಿ, ಬೆಲ್ಲ, ಉಪ್ಪು, ಸಾಸಿವೆ, ಜೀರಿಗೆ, ಒಣ ಮೆಣಸು, ಕರಿಬೇವು, ಕೊತ್ತಂಬರಿ ಸೊಪ್ಪು ಹಾಗೂ ಎಣ್ಣೆ ಅಗತ್ಯಕ್ಕೆ ತಕ್ಕಷ್ಟು.: [6, 436, 433, 452]
aries-sign-icon: ♈ ಮೇಷ: [8, 1324, 42, 1360]
rice-headline-line2: ಅಚ್ಚರಿ ಮೂಡಿಸಿದ ಕುಂತೂರು ರೈತ: [540, 576, 842, 620]
leo-text: ಸಿಂಹ: ಹಣಕಾಸಿನ ಸ್ಥಿತಿ, ವ್ಯಾಪಾರದಲ್ಲಿ ಲಾಭ, ಪ್ರೀತಿ, ಸ್ಥಿರಾಸ್ತಿ ಖರೀದಿ, ಕುಟುಂಬದಲ್ಲಿ ನೆಮ್ಮದಿ, ದಾನ ಧರ್ಮ.: [240, 1280, 408, 1295]
foot-image: [4, 870, 304, 1222]
neem-leaves-image: [108, 520, 258, 690]
lohri-text-col1: ಲೋಹ್ರಿ ಉತ್ತರ ಭಾರತದಲ್ಲಿ ಅದರಲ್ಲೂ ವಿಶೇಷವಾಗಿ ಪಂಜಾಬ್ ಮತ್ತು ಹರಿಯಾಣ ರಾಜ್ಯಗಳಲ್ಲಿ ಆಚರಿಸಲಾಗುವ ಪ್ರಮುಖ ಹಬ್ಬ. ಚಳಿಗಾಲದ ಅಂತ್ಯ ಹಾಗೂ ಸುಗ್ಗಿಯ ಆರಂಭವನ್ನು ಸೂಚಿಸುವ ಈ ಹಬ್ಬವನ್ನು ಜನವರಿ 13ರಂದು ಆಚರಿಸಲಾಗುತ್ತದೆ. ಈ ದಿನ ಸಂಜೆ ಅಗ್ನಿ ಕುಂಡ ಹಚ್ಚಿ ಅದರ ಸುತ್ತ ಜನರು ನೃತ್ಯ ಮಾಡುತ್ತಾರೆ. ಎಳ್ಳು, ಬೆಲ್ಲ, ಕಡಲೆ, ಪಾಪ್‌ಕಾರ್ನ್ ಗಳನ್ನು ಅಗ್ನಿಗೆ ಅರ್ಪಿಸುತ್ತಾರೆ. ಹೊಸದಾಗಿ ಮದುವೆಯಾದ ದಂಪತಿಗಳಿಗೆ ಹಾಗೂ ನವಜಾತ ಶಿಶುಗಳಿಗೆ ಈ ಹಬ್ಬ ವಿಶೇಷ.: [562, 1230, 696, 1296]
